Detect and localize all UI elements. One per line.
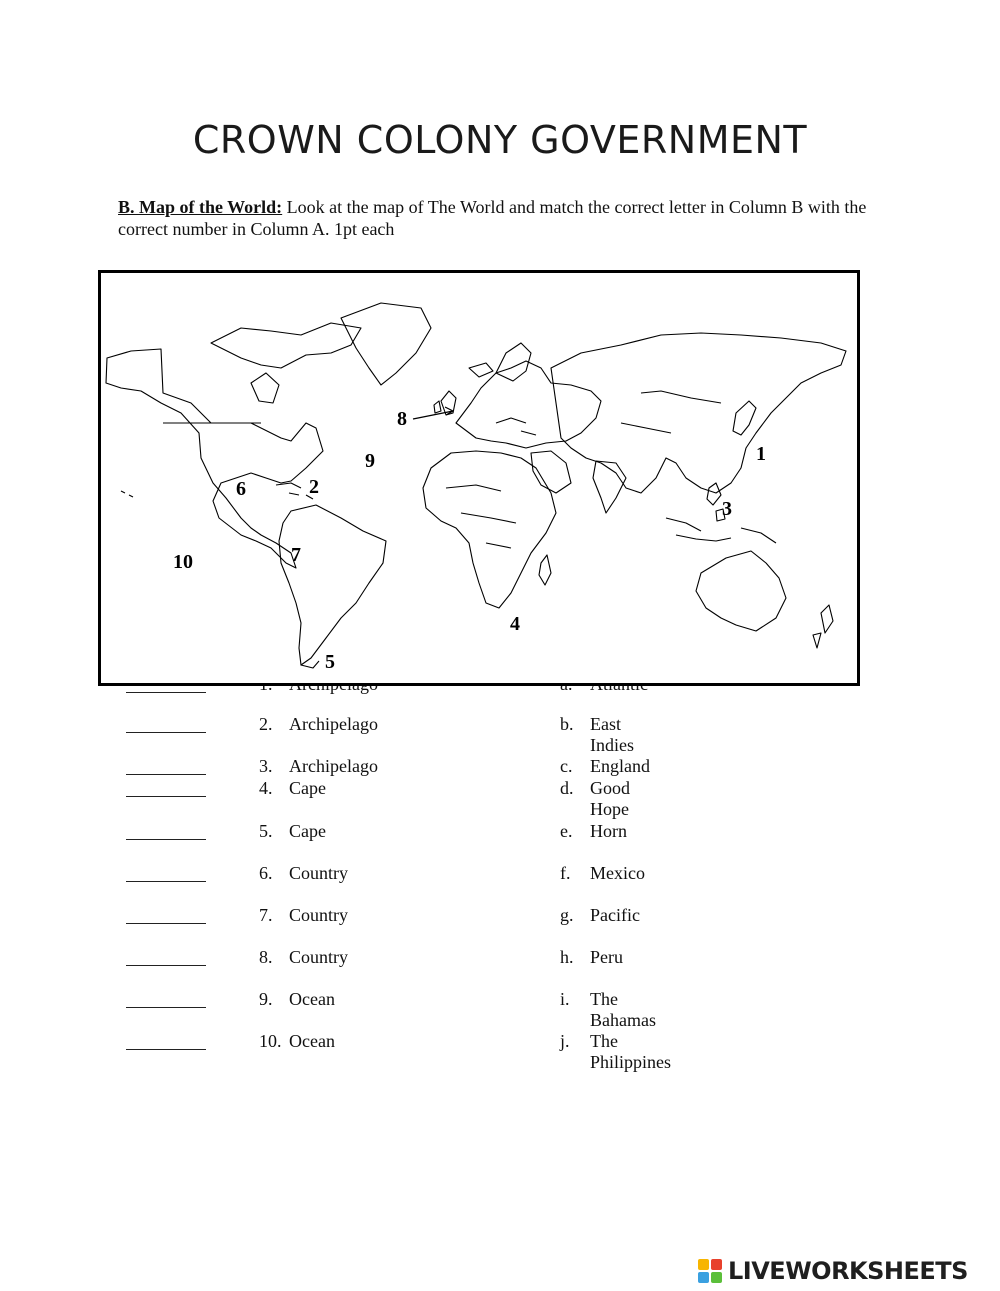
- canada-arctic-islands: [211, 323, 361, 368]
- item-term: Ocean: [289, 989, 335, 1009]
- map-label-2: 2: [309, 476, 319, 498]
- australia-outline: [696, 551, 786, 631]
- item-number: 9.: [259, 989, 273, 1009]
- answer-blank[interactable]: [126, 782, 206, 797]
- item-term: Ocean: [289, 1031, 335, 1051]
- choice-letter: d.: [560, 778, 574, 798]
- item-number: 8.: [259, 947, 273, 967]
- liveworksheets-logo: [698, 1256, 968, 1286]
- south-america-outline: [279, 505, 386, 665]
- hawaii-islands: [121, 491, 133, 497]
- answer-blank[interactable]: [126, 867, 206, 882]
- choice-letter: h.: [560, 947, 574, 967]
- item-term: Country: [289, 905, 349, 925]
- answer-blank[interactable]: [126, 909, 206, 924]
- logo-square-blue: [698, 1272, 709, 1283]
- answer-blank[interactable]: [126, 825, 206, 840]
- map-label-6: 6: [236, 478, 246, 500]
- world-map: [98, 270, 860, 686]
- scandinavia: [496, 343, 531, 381]
- answer-blank[interactable]: [126, 760, 206, 775]
- choice-answer: The Philippines: [590, 1031, 672, 1072]
- choice-answer: Good Hope: [590, 778, 630, 819]
- japan: [733, 401, 756, 435]
- item-number: 3.: [259, 756, 273, 776]
- choice-letter: g.: [560, 905, 574, 925]
- arabian-peninsula: [531, 451, 571, 493]
- choice-answer: England: [590, 756, 650, 776]
- map-label-4: 4: [510, 613, 520, 635]
- instructions-text: Look at the map of The World and match the correct letter in Column B with the correct number in Column A. 1pt each: [118, 197, 867, 239]
- choice-letter: j.: [560, 1031, 570, 1051]
- item-number: 7.: [259, 905, 273, 925]
- choice-answer: Peru: [590, 947, 623, 967]
- hudson-bay: [251, 373, 279, 403]
- iceland: [469, 363, 493, 377]
- choice-answer: Mexico: [590, 863, 645, 883]
- map-label-7: 7: [291, 544, 301, 566]
- answer-blank[interactable]: [126, 993, 206, 1008]
- item-number: 4.: [259, 778, 273, 798]
- greenland-outline: [341, 303, 431, 385]
- item-number: 5.: [259, 821, 273, 841]
- choice-letter: e.: [560, 821, 573, 841]
- logo-text: LIVEWORKSHEETS: [728, 1257, 968, 1285]
- choice-answer: East Indies: [590, 714, 634, 755]
- madagascar: [539, 555, 551, 585]
- item-number: 2.: [259, 714, 273, 734]
- africa-outline: [423, 451, 556, 608]
- page-title: CROWN COLONY GOVERNMENT: [192, 118, 808, 162]
- new-zealand: [813, 605, 833, 648]
- choice-letter: b.: [560, 714, 574, 734]
- item-term: Country: [289, 947, 349, 967]
- logo-square-yellow: [698, 1259, 709, 1270]
- north-america-outline: [106, 349, 323, 568]
- choice-letter: c.: [560, 756, 573, 776]
- item-term: Cape: [289, 821, 326, 841]
- choice-answer: The Bahamas: [590, 989, 656, 1030]
- map-label-9: 9: [365, 450, 375, 472]
- east-indies: [666, 518, 776, 543]
- choice-answer: Horn: [590, 821, 627, 841]
- map-label-8: 8: [397, 408, 407, 430]
- item-number: 6.: [259, 863, 273, 883]
- item-term: Archipelago: [289, 756, 378, 776]
- choice-letter: f.: [560, 863, 571, 883]
- instructions: [118, 196, 918, 240]
- map-label-3: 3: [722, 498, 732, 520]
- item-term: Cape: [289, 778, 326, 798]
- logo-square-red: [711, 1259, 722, 1270]
- choice-letter: i.: [560, 989, 570, 1009]
- logo-square-green: [711, 1272, 722, 1283]
- asia-outline: [551, 333, 846, 493]
- item-term: Archipelago: [289, 714, 378, 734]
- item-number: 10.: [259, 1031, 282, 1051]
- map-label-5: 5: [325, 651, 335, 673]
- answer-blank[interactable]: [126, 1035, 206, 1050]
- map-label-10: 10: [173, 551, 193, 573]
- map-label-1: 1: [756, 443, 766, 465]
- europe-outline: [456, 361, 601, 448]
- item-term: Country: [289, 863, 349, 883]
- caribbean-islands: [276, 483, 313, 499]
- world-map-outline: [101, 273, 857, 683]
- logo-icon: [698, 1259, 722, 1283]
- instructions-heading: B. Map of the World:: [118, 197, 283, 217]
- answer-blank[interactable]: [126, 718, 206, 733]
- choice-answer: Pacific: [590, 905, 640, 925]
- answer-blank[interactable]: [126, 951, 206, 966]
